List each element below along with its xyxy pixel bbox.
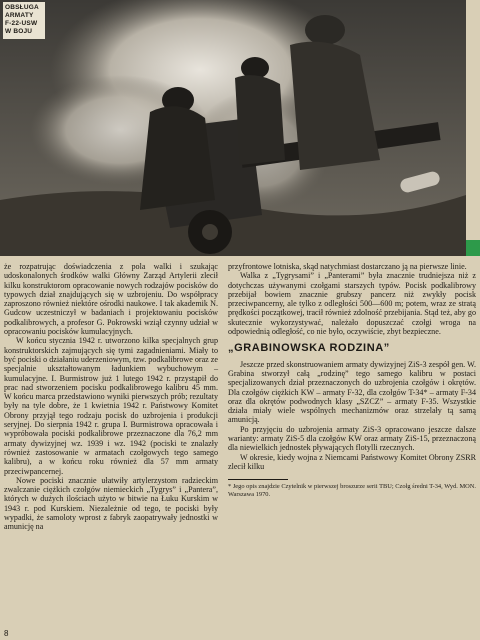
caption-line: F-22-USW bbox=[5, 20, 38, 27]
paragraph: Po przyjęciu do uzbrojenia armaty ZiS-3 opracowano jeszcze dalsze warianty: armaty ZiS-5 dla czołgów KW oraz armaty ZiS-15, przeznaczoną dla niewielkich jednostek pływających flotylli rzecznych. bbox=[228, 424, 476, 453]
caption-line: W BOJU bbox=[5, 28, 33, 35]
caption-line: ARMATY bbox=[5, 12, 34, 19]
paragraph: Walka z „Tygrysami” i „Panterami” była znacznie trudniejsza niż z dotychczas używanymi czołgami starszych typów. Pocisk podkalibrowy przebijał bowiem znacznie grubszy pancerz niż zwykły pocisk przeciwpancerny, ale tylko z odległości 500—600 m; potem, wraz ze stratą prędkości początkowej, tracił również zdolność przebijania. Stąd też, aby go skutecznie wykorzystywać, należało dopuszczać czołgi wroga na odpowiednią odległość, co nie było, oczywiście, zbyt bezpieczne. bbox=[228, 271, 476, 337]
paragraph: Nowe pociski znacznie ułatwiły artylerzystom radzieckim zwalczanie ciężkich czołgów niemieckich „Tygrys” i „Pantera”, których w dużych ilościach użyto w bitwie na Łuku Kurskim w 1943 r. pod Kurskiem. Niezależnie od tego, te pociski były wypadki, że samoloty wprost z fabryk zaopatrywały jednostki w amunicję na bbox=[4, 475, 218, 532]
paragraph: W okresie, kiedy wojna z Niemcami Państwowy Komitet Obrony ZSRR zlecił kilku bbox=[228, 452, 476, 471]
footnote: * Jego opis znajdzie Czytelnik w pierwszej broszurze serii TBU; Czołg średni T-34, Wyd. MON. Warszawa 1970. bbox=[228, 483, 476, 498]
footnote-divider bbox=[228, 479, 288, 480]
page-number: 8 bbox=[4, 629, 9, 638]
paragraph: W końcu stycznia 1942 r. utworzono kilka specjalnych grup konstruktorskich zajmujących się tymi zagadnieniami. Miały to być pociski o działaniu uderzeniowym, tzw. podkalibrowe oraz ze specjalnie ukształtowanym ładunkiem wybuchowym – kumulacyjne. I. Burmistrow już 1 lutego 1942 r. przystąpił do prac nad stworzeniem pocisku podkalibrowego kalibru 45 mm. W końcu marca przedstawiono wyniki pierwszych prób; rezultaty były na tyle dobre, że 1 kwietnia 1942 r. Państwowy Komitet Obrony przyjął tego rodzaju pocisk do uzbrojenia i produkcji seryjnej. Do sierpnia 1942 r. grupa I. Burmistrowa opracowała i wypróbowała pociski podkalibrowe przeznaczone dla 76,2 mm armaty dywizyjnej wz. 1939 i wz. 1942 (pociski te znalazły również zastosowanie w armatach czołgowych tego samego kalibru), a w końcu roku również dla 57 mm armaty przeciwpancernej. bbox=[4, 336, 218, 476]
section-heading: „GRABINOWSKA RODZINA” bbox=[228, 342, 390, 355]
paragraph: przyfrontowe lotniska, skąd natychmiast dostarczano ją na pierwsze linie. bbox=[228, 262, 467, 271]
right-text-column bbox=[228, 262, 476, 498]
green-accent-bar bbox=[466, 240, 480, 256]
paragraph: że rozpatrując doświadczenia z pola walki i szukając udoskonalonych środków walki Główny Zarząd Artylerii zlecił kilku konstruktorom opracowanie nowych rodzajów pocisków do typowych dział znajdujących się w uzbrojeniu. Do współpracy zaproszono również niektóre ośrodki naukowe. I tak akademik N. Gudcow uczestniczył w badaniach i projektowaniu pocisków podkalibrowych, a profesor G. Pokrowski wziął czynny udział w opracowaniu pocisków kumulacyjnych. bbox=[4, 262, 218, 337]
paragraph: Jeszcze przed skonstruowaniem armaty dywizyjnej ZiS-3 zespół gen. W. Grabina stworzył całą „rodzinę” tego samego kalibru w postaci specjalizowanych dział przeznaczonych do uzbrojenia czołgów i okrętów. Dla czołgów ciężkich KW – armaty F-32, dla czołgów T-34* – armaty F-34 oraz dla okrętów podwodnych klasy „SZCZ” – armaty F-35. Wszystkie działa miały wiele wspólnych mechanizmów oraz strzelały tą samą amunicją. bbox=[228, 359, 476, 425]
left-text-column bbox=[4, 262, 218, 532]
photo-caption bbox=[3, 2, 45, 39]
battle-photo bbox=[0, 0, 466, 256]
caption-line: OBSŁUGA bbox=[5, 4, 39, 11]
